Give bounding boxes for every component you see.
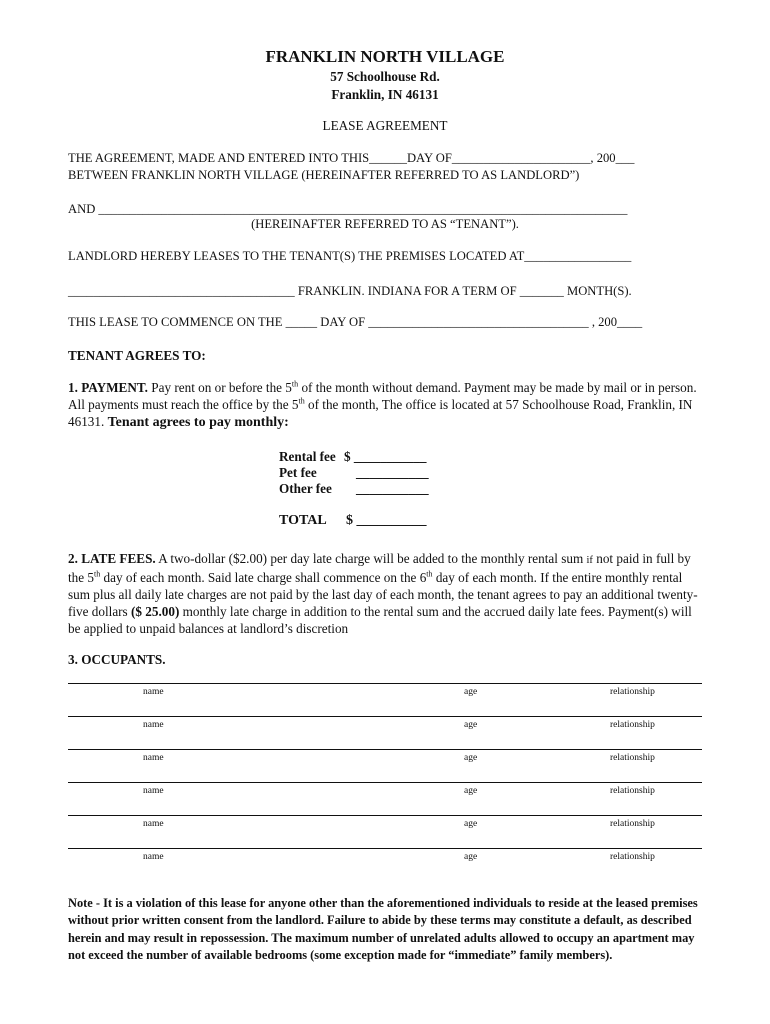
- occupant-name-label: name: [143, 687, 164, 697]
- tenant-designation: (HEREINAFTER REFERRED TO AS “TENANT”).: [251, 217, 519, 231]
- city-address: Franklin, IN 46131: [331, 87, 439, 102]
- occupant-relationship-label: relationship: [610, 819, 655, 829]
- late-fees-text-3: not paid in full by the 5: [68, 551, 691, 585]
- occupant-line[interactable]: [68, 815, 702, 816]
- occupant-age-label: age: [464, 720, 478, 730]
- late-fees-amount: ($ 25.00): [131, 604, 180, 619]
- other-fee-field[interactable]: ___________: [356, 481, 429, 496]
- payment-sup-1: th: [291, 379, 299, 389]
- late-fees-text-1: A two-dollar ($2.00) per day late charge will be added to the monthly rental sum: [155, 551, 587, 566]
- late-fees-heading: 2. LATE FEES.: [68, 551, 156, 566]
- late-fees-text-7: monthly late charge in addition to the rental sum and the accrued daily late fees. Payment(s) will be applied to unpaid balances at landlord’s discretion: [68, 604, 692, 636]
- pay-monthly-label: Tenant agrees to pay monthly:: [107, 415, 289, 430]
- pet-fee-label: Pet fee: [279, 465, 317, 480]
- occupant-line[interactable]: [68, 716, 702, 717]
- occupant-name-label: name: [143, 753, 164, 763]
- occupant-age-label: age: [464, 819, 478, 829]
- occupant-age-label: age: [464, 687, 478, 697]
- other-fee-label: Other fee: [279, 481, 332, 496]
- premises-line: LANDLORD HEREBY LEASES TO THE TENANT(S) THE PREMISES LOCATED AT_________________: [68, 249, 632, 263]
- occupancy-note: Note - It is a violation of this lease for anyone other than the aforementioned individuals to reside at the leased premises without prior written consent from the landlord. Failure to abide by these terms may constitute a default, as described herein and may result in repossession. The maximum number of unrelated adults allowed to occupy an apartment may not exceed the number of available bedrooms (some exception made for “immediate” family members).: [68, 896, 698, 962]
- occupant-relationship-label: relationship: [610, 753, 655, 763]
- tenant-name-line: AND ____________________________________________________________________________________: [68, 202, 628, 216]
- occupant-age-label: age: [464, 852, 478, 862]
- occupant-relationship-label: relationship: [610, 786, 655, 796]
- street-address: 57 Schoolhouse Rd.: [330, 69, 440, 84]
- occupant-name-label: name: [143, 852, 164, 862]
- payment-heading: 1. PAYMENT.: [68, 380, 148, 395]
- term-line: ____________________________________ FRANKLIN. INDIANA FOR A TERM OF _______ MONTH(S).: [68, 284, 632, 298]
- agreement-date-line: THE AGREEMENT, MADE AND ENTERED INTO THIS______DAY OF______________________, 200___: [68, 151, 635, 165]
- total-field[interactable]: $ __________: [346, 513, 427, 528]
- landlord-line: BETWEEN FRANKLIN NORTH VILLAGE (HEREINAFTER REFERRED TO AS LANDLORD”): [68, 168, 580, 182]
- payment-text-1: Pay rent on or before the 5: [151, 380, 292, 395]
- occupant-age-label: age: [464, 753, 478, 763]
- commence-line: THIS LEASE TO COMMENCE ON THE _____ DAY OF ___________________________________ , 200____: [68, 315, 643, 329]
- rental-fee-label: Rental fee: [279, 449, 336, 464]
- tenant-agrees-heading: TENANT AGREES TO:: [68, 348, 206, 363]
- payment-section: [68, 379, 700, 431]
- total-label: TOTAL: [279, 513, 327, 528]
- late-fees-text-5: day of each month. If the entire monthly rental sum plus all daily late charges are not paid by the last day of each month, the tenant agrees to pay an additional twenty-five dollars: [68, 570, 698, 619]
- pet-fee-field[interactable]: ___________: [356, 465, 429, 480]
- occupant-line[interactable]: [68, 782, 702, 783]
- occupant-line[interactable]: [68, 749, 702, 750]
- occupant-name-label: name: [143, 720, 164, 730]
- payment-text-3: of the month, The office is located at 57 Schoolhouse Road, Franklin, IN 46131.: [68, 397, 693, 429]
- occupant-relationship-label: relationship: [610, 687, 655, 697]
- occupant-name-label: name: [143, 786, 164, 796]
- late-fees-sup-2: th: [426, 569, 433, 579]
- payment-sup-2: th: [298, 396, 305, 406]
- occupant-line[interactable]: [68, 848, 702, 849]
- late-fees-text-4: day of each month. Said late charge shall commence on the 6: [100, 570, 427, 585]
- late-fees-if: if: [586, 555, 593, 566]
- community-title: FRANKLIN NORTH VILLAGE: [265, 47, 505, 66]
- payment-text-2: of the month without demand. Payment may be made by mail or in person. All payments must reach the office by the 5: [68, 380, 697, 412]
- document-title: LEASE AGREEMENT: [322, 118, 448, 133]
- occupant-line[interactable]: [68, 683, 702, 684]
- occupant-name-label: name: [143, 819, 164, 829]
- occupant-age-label: age: [464, 786, 478, 796]
- late-fees-section: [68, 550, 700, 637]
- rental-fee-field[interactable]: $ ___________: [344, 449, 427, 464]
- late-fees-sup-1: th: [94, 569, 101, 579]
- occupants-heading: 3. OCCUPANTS.: [68, 652, 166, 667]
- occupant-relationship-label: relationship: [610, 852, 655, 862]
- occupant-relationship-label: relationship: [610, 720, 655, 730]
